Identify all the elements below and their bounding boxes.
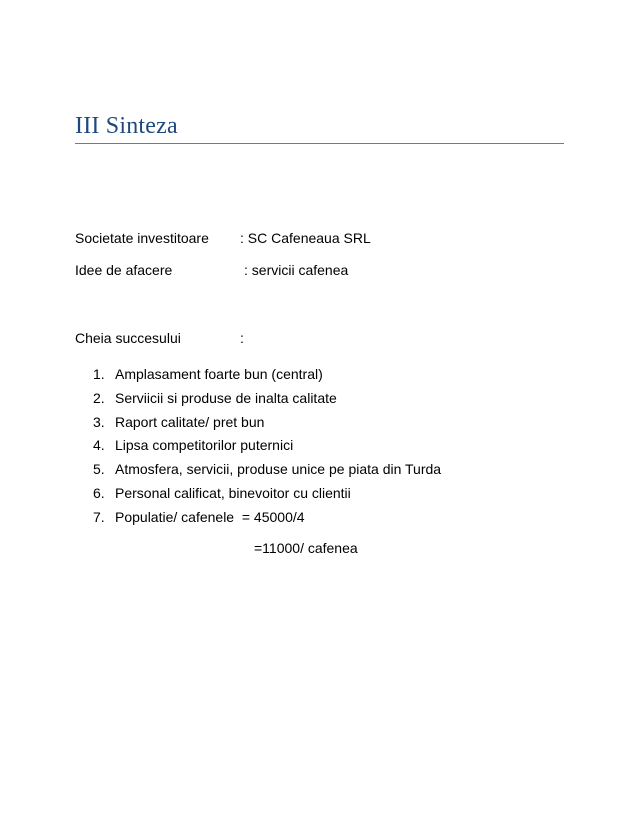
company-row bbox=[75, 228, 371, 248]
list-item bbox=[93, 482, 441, 506]
list-item-number: 2. bbox=[93, 389, 105, 406]
list-item bbox=[93, 506, 441, 530]
list-item-number: 1. bbox=[93, 366, 105, 382]
list-item-text: Lipsa competitorilor puternici bbox=[115, 437, 294, 454]
business-idea-label: Idee de afacere bbox=[75, 262, 173, 278]
list-item bbox=[93, 387, 441, 411]
list-item bbox=[93, 434, 441, 458]
company-label: Societate investitoare bbox=[75, 230, 209, 246]
list-item-text: Raport calitate/ pret bun bbox=[115, 413, 265, 430]
result-line: =11000/ cafenea bbox=[254, 540, 358, 556]
heading-underline bbox=[75, 143, 564, 144]
business-idea-value: : servicii cafenea bbox=[244, 262, 349, 278]
list-item bbox=[93, 458, 441, 482]
list-item bbox=[93, 411, 441, 435]
company-value: : SC Cafeneaua SRL bbox=[240, 230, 371, 246]
business-idea-row bbox=[75, 260, 348, 280]
success-key-label: Cheia succesului bbox=[75, 330, 181, 346]
list-item-text: Atmosfera, servicii, produse unice pe piata din Turda bbox=[115, 461, 442, 478]
list-item-text: Serviicii si produse de inalta calitate bbox=[115, 389, 337, 406]
list-item-number: 5. bbox=[93, 461, 105, 478]
list-item-number: 7. bbox=[93, 508, 105, 525]
list-item-number: 3. bbox=[93, 413, 105, 430]
list-item bbox=[93, 363, 441, 387]
success-factors-list bbox=[93, 363, 441, 530]
success-key-colon: : bbox=[240, 330, 244, 346]
list-item-text: Amplasament foarte bun (central) bbox=[115, 366, 323, 382]
list-item-text: Populatie/ cafenele = 45000/4 bbox=[115, 508, 305, 525]
success-key-row bbox=[75, 328, 244, 348]
list-item-text: Personal calificat, binevoitor cu clientii bbox=[115, 484, 351, 501]
section-heading: III Sinteza bbox=[75, 113, 178, 139]
list-item-number: 6. bbox=[93, 484, 105, 501]
list-item-number: 4. bbox=[93, 437, 105, 454]
